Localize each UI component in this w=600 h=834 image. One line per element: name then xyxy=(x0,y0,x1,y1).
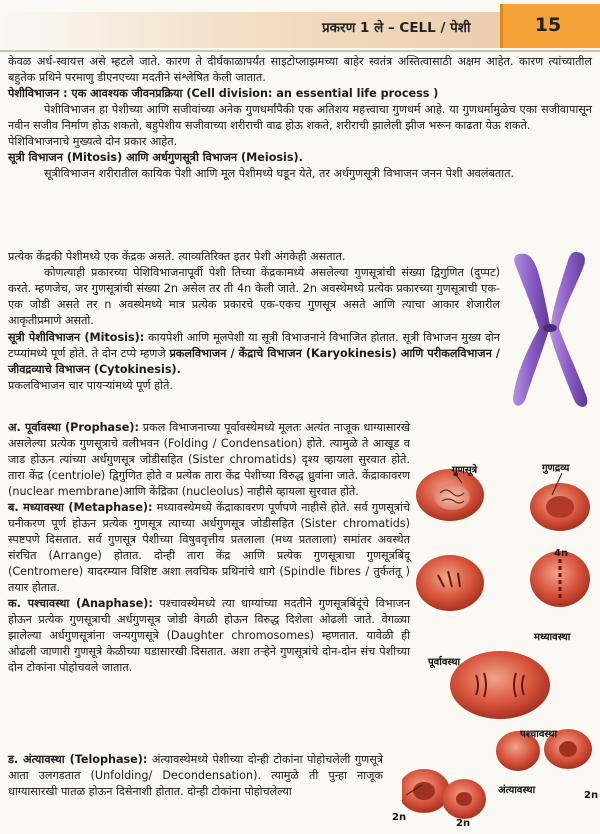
centromere xyxy=(543,324,557,332)
anaphase-heading: क. पश्चावस्था (Anaphase): xyxy=(8,597,153,610)
four-stages-line: प्रकलविभाजन चार पायऱ्यांमध्ये पूर्ण होते. xyxy=(8,379,173,392)
nucleus-block xyxy=(8,249,500,329)
metaphase-body: मध्यावस्थेमध्ये केंद्राकावरण पूर्णपणे नाहीसे होते. सर्व गुणसूत्रांचे घनीकरण पूर्ण होऊन प्रत्येक गुणसूत्र त्याच्या अर्धगुणसूत्र जोडीसहित (Sister chromatids) स्पष्टपणे दिसतात. सर्व गुणसूत्र पेशीच्या विषुववृत्तीय प्रतलाला (मध्य प्रतलाला) समांतर अवस्थेत संरचित (Arrange) होतात. दोन्ही तारा केंद्र आणि प्रत्येक गुणसूत्राचा गुणसूत्रबिंदू (Centromere) यादरम्यान विशिष्ट अशा लवचिक प्रथिनांचे धागे (Spindle fibres / तुर्कतंतू ) तयार होतात. xyxy=(8,501,410,594)
nucleus-telophase-d xyxy=(456,792,472,806)
nucleus-line: प्रत्येक केंद्रकी पेशीमध्ये एक केंद्रक असते. त्याव्यतिरिक्त इतर पेशी अंगकेही असतात. xyxy=(8,250,346,263)
nucleus-telophase-c xyxy=(559,741,577,757)
telophase-heading: ड. अंत्यावस्था (Telophase): xyxy=(8,753,148,766)
two-types-line: पेशिविभाजनाचे मुख्यत्वे दोन प्रकार आहेत. xyxy=(8,135,178,148)
cell-anaphase xyxy=(450,651,550,719)
label-anaphase: पश्चावस्था xyxy=(520,729,558,740)
intro-paragraph: केवळ अर्ध-स्वायत्त असे म्हटले जाते. कारण ते दीर्घकाळापर्यंत साइटोप्लाझमच्या बाहेर स्वतंत्र अस्तित्वासाठी अक्षम आहेत. कारण त्यांच्यातील बहुतेक प्रथिने परमाणु डीएनएच्या मदतीने संश्लेषित केली जातात. xyxy=(8,55,592,84)
anaphase-paragraph xyxy=(8,596,410,676)
page-header xyxy=(0,0,600,52)
phases-block xyxy=(8,420,410,676)
karyokinesis-text: प्रकलविभाजन / केंद्राचे विभाजन (Karyokinesis) आणि परीकलविभाजन / जीवद्रव्याचे विभाजन (Cytokinesis). xyxy=(8,347,500,376)
mitosis-block xyxy=(8,330,500,394)
mitosis-meiosis-body: सूत्रीविभाजन शरीरातील कायिक पेशी आणि मूल पेशीमध्ये घडून येते, तर अर्धगुणसूत्री विभाजन जनन पेशी अवलंबतात. xyxy=(44,167,515,180)
metaphase-heading: ब. मध्यावस्था (Metaphase): xyxy=(8,501,153,514)
metaphase-paragraph xyxy=(8,500,410,596)
telophase-paragraph xyxy=(8,752,383,800)
telophase-body: अंत्यावस्थेमध्ये पेशीच्या दोन्ही टोकांना पोहोचलेली गुणसूत्रे आता उलगडतात (Unfolding/ Decondensation). त्यामुळे ती पुन्हा नाजूक धाग्यासारखी पातळ होऊन दिसेनाशी होतात. दोन्ही टोकांना पोहोचलेल्या xyxy=(8,753,383,798)
division-body: पेशीविभाजन हा पेशीच्या आणि सजीवांच्या अनेक गुणधर्मांपैकी एक अतिशय महत्त्वाचा गुणधर्म आहे. या गुणधर्मामुळेच एका सजीवापासून नवीन सजीव निर्माण होऊ शकतो, बहुपेशीय सजीवाच्या शरीराची वाढ होऊ शकते, शरीराची झालेली झीज भरून काढता येऊ शकते. xyxy=(8,103,592,132)
nucleus-telophase-a xyxy=(413,782,435,800)
page-number-box xyxy=(500,4,600,48)
label-2n-middle: 2n xyxy=(456,818,471,829)
nucleus-early xyxy=(434,484,470,510)
label-chromosome: गुणसूत्रे xyxy=(452,465,478,476)
label-prophase: पूर्वावस्था xyxy=(428,657,461,668)
label-4n: 4n xyxy=(554,548,569,559)
label-metaphase: मध्यावस्था xyxy=(534,632,571,643)
chromosome-paragraph: कोणत्याही प्रकारच्या पेशिविभाजनापूर्वी पेशी तिच्या केंद्रकामध्ये असलेल्या गुणसूत्रांची संख्या द्विगुणित (दुप्पट) करते. म्हणजेच, जर गुणसूत्रांची संख्या 2n असेल तर ती 4n केली जाते. 2n अवस्थेमध्ये प्रत्येक प्रकारच्या गुणसूत्राची एक-एक जोडी असते तर n अवस्थेमध्ये मात्र प्रत्येक प्रकारचे एक-एकच गुणसूत्र असते आणि त्याचा आकार शेजारील आकृतीप्रमाणे असतो. xyxy=(8,266,500,327)
telophase-block xyxy=(8,752,383,800)
chromosome-illustration xyxy=(505,248,595,413)
chapter-title: प्रकरण 1 ले – CELL / पेशी xyxy=(322,20,471,36)
label-2n-right: 2n xyxy=(584,790,599,801)
mitosis-stages-figure xyxy=(402,455,600,833)
intro-block xyxy=(8,54,592,182)
header-rule xyxy=(0,50,600,52)
division-heading: पेशीविभाजन : एक आवश्यक जीवनप्रक्रिया (Cell division: an essential life process ) xyxy=(8,87,439,100)
label-nucleus-fluid: गुणद्रव्य xyxy=(542,463,570,474)
prophase-body: प्रकल विभाजनाच्या पूर्वावस्थेमध्ये मूलतः अत्यंत नाजूक धाग्यासारखे असलेल्या प्रत्येक गुणसूत्राचे वलीभवन (Folding / Condensation) होते. त्यामुळे ते आखूड व जाड होऊन त्यांच्या अर्धगुणसूत्र जोडीसहित (Sister chromatids) दृश्य व्हायला सुरवात होते. तारा केंद्र (centriole) द्विगुणित होते व प्रत्येक तारा केंद्र पेशीच्या विरुद्ध ध्रुवांना जाते. केंद्राकावरण (nuclear membrane)आणि केंद्रिका (nucleolus) नाहीसे व्हायला सुरवात होते. xyxy=(8,421,411,498)
anaphase-body: पश्चावस्थेमध्ये त्या धाग्यांच्या मदतीने गुणसूत्रबिंदूंचे विभाजन होऊन प्रत्येक गुणसूत्राची अर्धगुणसूत्र जोडी वेगळी होऊन विरुद्ध दिशेला ओढली जाते. वेगळ्या झालेल्या अर्धगुणसूत्रांना जन्यगुणसूत्रे (Daughter chromosomes) म्हणतात. यावेळी ही ओढली जाणारी गुणसूत्रे केळीच्या घडासारखी दिसतात. अशा तऱ्हेने गुणसूत्रांचे दोन-दोन संच पेशीच्या दोन टोकांना पोहोचवले जातात. xyxy=(8,597,410,674)
mitosis-heading: सूत्री पेशीविभाजन (Mitosis): xyxy=(8,331,145,344)
nucleus-prophase xyxy=(546,496,574,518)
prophase-paragraph xyxy=(8,420,410,500)
mitosis-body: कायपेशी आणि मूलपेशी या सूत्री विभाजनाने विभाजित होतात. सूत्री विभाजन मुख्य दोन टप्प्यांमध्ये पूर्ण होते. ते दोन टप्पे म्हणजे xyxy=(8,331,500,360)
label-telophase: अंत्यावस्था xyxy=(498,785,536,796)
page-number: 15 xyxy=(534,14,562,36)
mitosis-paragraph xyxy=(8,330,500,378)
prophase-heading: अ. पूर्वावस्था (Prophase): xyxy=(8,421,139,434)
mitosis-meiosis-heading: सूत्री विभाजन (Mitosis) आणि अर्धगुणसूत्री विभाजन (Meiosis). xyxy=(8,151,303,164)
label-2n-left: 2n xyxy=(392,812,407,823)
